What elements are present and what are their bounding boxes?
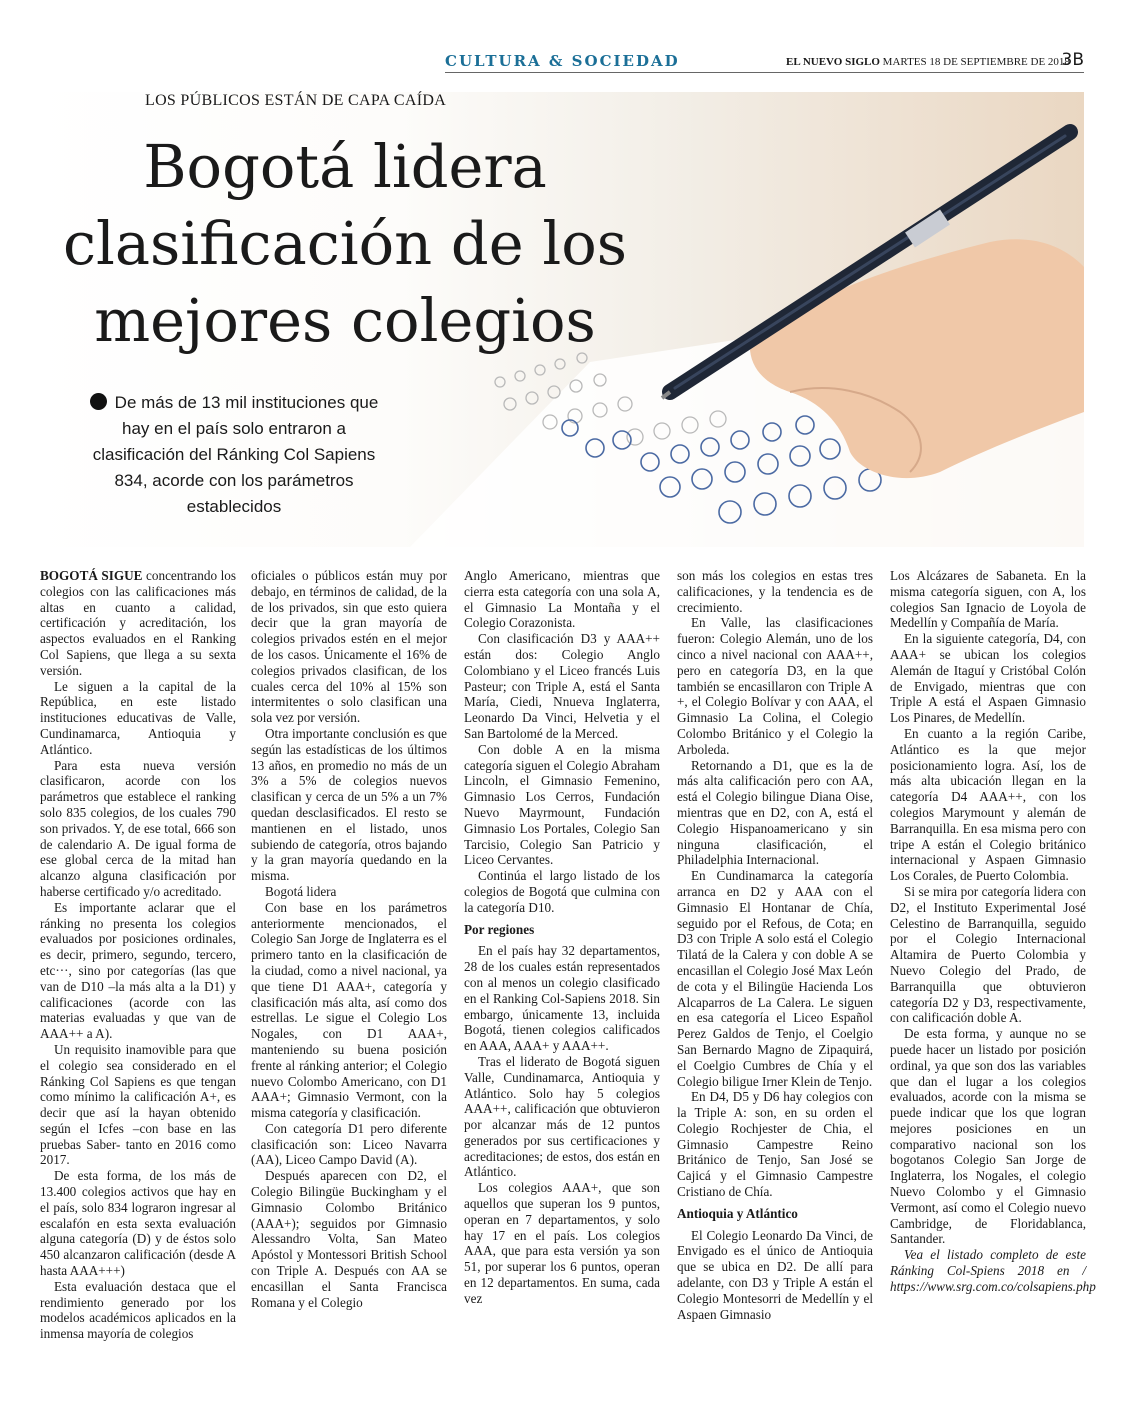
paragraph: Con base en los parámetros anteriormente mencionados, el Colegio San Jorge de Inglaterra es el primero tanto en la clasificación de la ciudad, como a nivel nacional, ya que tiene D1 AAA+, categoría y clasificación más alta, así como dos estrellas. Le sigue el Colegio Los Nogales, con D1 AAA+, manteniendo su buena posición frente al ránking anterior; el Colegio nuevo Colombo Americano, con D1 AAA+; Gimnasio Vermont, con la misma categoría y clasificación. [251,899,447,1121]
bullet-icon [90,393,107,410]
summary-text: De más de 13 mil instituciones que hay en el país solo entraron a clasificación del Ránking Col Sapiens 834, acorde con los parámetros establecidos [92,393,379,516]
paragraph: Es importante aclarar que el ránking no presenta los colegios evaluados por posiciones ordinales, es decir, primero, segundo, tercero, etc···, sino por categorías (las que van de D10 –la más alta a la D1) y calificaciones (acorde con las materias evaluadas y que van de AAA++ a A). [40,899,236,1042]
paragraph: En D4, D5 y D6 hay colegios con la Triple A: son, en su orden el Colegio Rochjester de Chia, el Gimnasio Campestre Reino Británico de Tenjo, San José se Cajicá y el Gimnasio Campestre Cristiano de Chía. [677,1089,873,1200]
paragraph: Con doble A en la misma categoría siguen el Colegio Abraham Lincoln, el Gimnasio Femenino, Gimnasio Los Cerros, Fundación Nuevo Mayrmount, Fundación Gimnasio Los Portales, Colegio San Tarcisio, Colegio San Patricio y Liceo Cervantes. [464,741,660,868]
paragraph: En Cundinamarca la categoría arranca en D2 y AAA con el Gimnasio El Hontanar de Chía, seguido por el Refous, de Cota; en D3 con Triple A solo está el Colegio Tilatá de la Calera y con doble A se encasillan el Colegio José Max León de cota y el Bilingüe Hacienda Los Alcaparros de La Calera. Le siguen en esa categoría el Liceo Español Perez Galdos de Tenjo, el Coelgio San Bernardo Magno de Zipaquirá, el Coelgio Cumbres de Chía y el Colegio biligue Irner Klein de Tenjo. [677,868,873,1089]
paragraph: Esta evaluación destaca que el rendimiento generado por los modelos académicos aplicados en la inmensa mayoría de colegios [40,1278,236,1342]
column-3 [464,568,660,1307]
article-kicker: LOS PÚBLICOS ESTÁN DE CAPA CAÍDA [145,92,447,109]
paragraph: Los Alcázares de Sabaneta. En la misma categoría siguen, con A, los colegios San Ignacio de Loyola de Medellín y Compañía de María. [890,568,1086,631]
subhead: Bogotá lidera [265,883,337,899]
masthead-rule [445,72,1084,73]
lead-in: BOGOTÁ SIGUE [40,568,143,583]
paragraph: En el país hay 32 departamentos, 28 de los cuales están representados con al menos un colegio clasificado en el Ranking Col-Sapiens 2018. Sin embargo, únicamente 13, incluida Bogotá, tienen colegios calificados en AAA, AAA+ y AAA++. [464,943,660,1054]
masthead [40,50,1084,76]
paragraph: son más los colegios en estas tres calificaciones, y la tendencia es de crecimiento. [677,568,873,615]
paper-info [786,56,1070,68]
paragraph: Anglo Americano, mientras que cierra esta categoría con una sola A, el Gimnasio La Montaña y el Colegio Corazonista. [464,568,660,631]
article-body [40,568,1096,1368]
paragraph: De esta forma, y aunque no se puede hacer un listado por posición ordinal, ya que son dos las variables que dan el lugar a los colegios evaluados, acorde con la misma se puede indicar que los que logran mejores posiciones en un comparativo nacional son los bogotanos Colegio San Jorge de Inglaterra, los Nogales, el colegio Nuevo Colombo y el Gimnasio Vermont, así como el Colegio nuevo Cambridge, de Floridablanca, Santander. [890,1026,1086,1247]
paragraph: Con categoría D1 pero diferente clasificación son: Liceo Navarra (AA), Liceo Campo David (A). [251,1120,447,1168]
paragraph: Vea el listado completo de este Ránking Col-Spiens 2018 en / https://www.srg.com.co/colsapiens.php [890,1247,1096,1294]
issue-date: MARTES 18 DE SEPTIEMBRE DE 2018 [882,56,1070,68]
paragraph: En cuanto a la región Caribe, Atlántico es la que mejor posicionamiento logra. Así, los de más alta ubicación llegan en la categoría D4 AAA++, con los colegios Marymount y alemán de Barranquilla. En esa misma pero con tripe A están el Colegio británico internacional y Aspaen Gimnasio Los Corales, de Puerto Colombia. [890,725,1086,884]
paragraph: Continúa el largo listado de los colegios de Bogotá que culmina con la categoría D10. [464,868,660,915]
paragraph: oficiales o públicos están muy por debajo, en términos de calidad, de la de los privados, sin que esto quiera decir que la gran mayoría de colegios privados estén en el mejor de los casos. Únicamente el 16% de colegios privados clasifican, de los cuales cerca del 10% al 15% son intermitentes o solo clasifican una sola vez por versión. [251,568,447,726]
paragraph: Si se mira por categoría lidera con D2, el Instituto Experimental José Celestino de Barranquilla, seguido por el Colegio Internacional Altamira de Puerto Colombia y Nuevo Colegio del Prado, de Barranquilla que obtuvieron categoría D2 y D3, respectivamente, con calificación doble A. [890,883,1086,1026]
paragraph: Retornando a D1, que es la de más alta calificación pero con AA, está el Colegio bilingue Diana Oise, mientras que en D2, con A, está el Colegio Hispanoamericano y sin ninguna clasificación, el Philadelphia Internacional. [677,757,873,868]
paragraph: En la siguiente categoría, D4, con AAA+ se ubican los colegios Alemán de Itaguí y Cristóbal Colón de Envigado, mientras que con Triple A está el Aspaen Gimnasio Los Pinares, de Medellín. [890,631,1086,726]
paper-name: EL NUEVO SIGLO [786,56,880,68]
subhead: Antioquia y Atlántico [677,1205,798,1221]
paragraph: Para esta nueva versión clasificaron, acorde con los parámetros que establece el ranking solo 835 colegios, de los cuales 790 son privados. Y, de ese total, 666 son de calendario A. De igual forma de ese global cerca de la mitad han alcanzo alguna clasificación por haberse certificado y/o acreditado. [40,757,236,899]
paragraph: Un requisito inamovible para que el colegio sea considerado en el Ránking Col Sapiens es que tengan como mínimo la calificación A+, es decir que así la hayan obtenido según el Icfes –con base en las pruebas Saber- tanto en 2016 como 2017. [40,1041,236,1168]
paragraph: En Valle, las clasificaciones fueron: Colegio Alemán, uno de los cinco a nivel nacional con AAA++, pero en categoría D3, en la que también se encasillaron con Triple A +, el Colegio Bolívar y con AAA, el Gimnasio La Colina, el Colegio Colombo Británico y el Colegio la Arboleda. [677,615,873,757]
paragraph: Los colegios AAA+, que son aquellos que superan los 9 puntos, operan en 7 departamentos, y solo hay 17 en el país. Los colegios AAA, que para esta versión ya son 51, por superar los 6 puntos, operan en 12 departamentos. En suma, cada vez [464,1180,660,1306]
paragraph: Le siguen a la capital de la República, en este listado instituciones educativas de Valle, Cundinamarca, Antioquia y Atlántico. [40,678,236,757]
column-1 [40,568,236,1342]
paragraph: El Colegio Leonardo Da Vinci, de Envigado es el único de Antioquia que se ubica en D2. De allí para adelante, con D3 y Triple A están el Colegio Montesorri de Medellín y el Aspaen Gimnasio [677,1227,873,1322]
paragraph: Otra importante conclusión es que según las estadísticas de los últimos 13 años, en promedio no más de un 3% a 5% de colegios nuevos clasifican y cerca de un 5% a un 7% quedan desclasificados. El resto se mantienen en el listado, unos subiendo de categoría, otros bajando y la gran mayoría quedando en la misma. [251,725,447,884]
column-5 [890,568,1096,1295]
paragraph: De esta forma, de los más de 13.400 colegios activos que hay en el país, solo 834 lograron ingresar al escalafón en esta sexta evaluación alguna categoría (D) y de éstos solo 450 alcanzaron calificación (desde A hasta AAA+++) [40,1168,236,1279]
subhead: Por regiones [464,921,535,937]
paragraph: Tras el liderato de Bogotá siguen Valle, Cundinamarca, Antioquia y Atlántico. Solo hay 5 colegios AAA++, calificación que obtuvieron por alcanzar más de 12 puntos generados por sus certificaciones y acreditaciones; de estos, dos están en Atlántico. [464,1053,660,1180]
section-label: CULTURA & SOCIEDAD [445,52,680,70]
article-summary [80,390,388,520]
paragraph: BOGOTÁ SIGUE concentrando los colegios con las calificaciones más altas en cuanto a calidad, certificación y acreditación, los aspectos evaluados en el Ranking Col Sapiens, que llega a su sexta versión. [40,568,236,678]
article-headline: Bogotá lidera clasificación de los mejores colegios [62,132,628,355]
paragraph: Después aparecen con D2, el Colegio Bilingüe Buckingham y el Gimnasio Colombo Británico (AAA+); seguidos por Gimnasio Alessandro Volta, San Mateo Apóstol y Montessori British School con Triple A. Después con AA se encasillan el Santa Francisca Romana y el Colegio [251,1168,447,1310]
paragraph: Con clasificación D3 y AAA++ están dos: Colegio Anglo Colombiano y el Liceo francés Luis Pasteur; con Triple A, está el Santa María, Ciedi, Nnueva Inglaterra, Leonardo Da Vinci, Helvetia y el San Bartolomé de la Merced. [464,631,660,741]
column-2 [251,568,447,1310]
page-number: 3B [1061,50,1084,70]
column-4 [677,568,873,1322]
